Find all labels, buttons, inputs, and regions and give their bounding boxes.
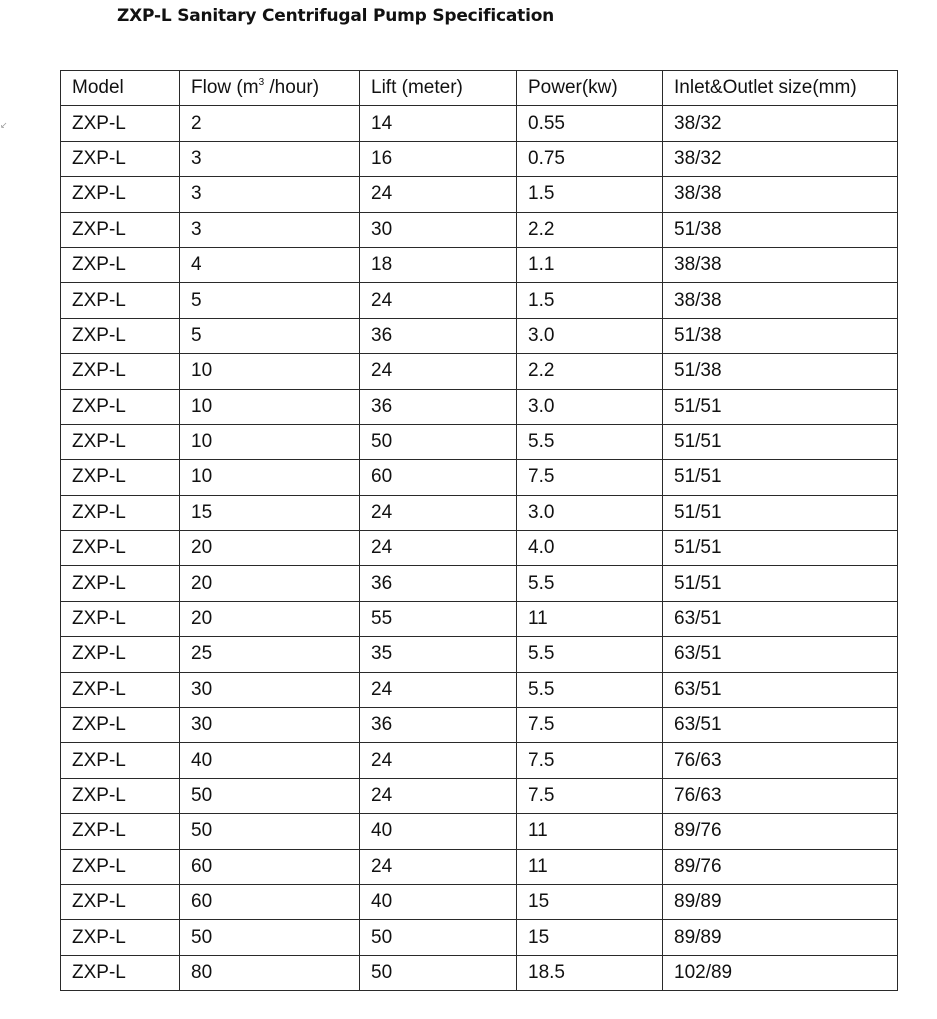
cell-flow: 30 bbox=[180, 708, 360, 743]
cell-size: 51/51 bbox=[663, 424, 898, 459]
cell-size: 102/89 bbox=[663, 955, 898, 990]
header-flow bbox=[180, 71, 360, 106]
cell-model: ZXP-L bbox=[61, 424, 180, 459]
cell-model: ZXP-L bbox=[61, 354, 180, 389]
cell-model: ZXP-L bbox=[61, 177, 180, 212]
cell-model: ZXP-L bbox=[61, 743, 180, 778]
header-flow-suffix: /hour) bbox=[264, 77, 320, 99]
cell-size: 51/38 bbox=[663, 318, 898, 353]
cell-power: 15 bbox=[517, 884, 663, 919]
cell-size: 63/51 bbox=[663, 708, 898, 743]
table-row bbox=[61, 601, 898, 636]
cell-power: 0.75 bbox=[517, 141, 663, 176]
cell-model: ZXP-L bbox=[61, 495, 180, 530]
cell-size: 89/76 bbox=[663, 849, 898, 884]
cell-power: 3.0 bbox=[517, 389, 663, 424]
table-row bbox=[61, 106, 898, 141]
table-row bbox=[61, 141, 898, 176]
cell-flow: 5 bbox=[180, 318, 360, 353]
cell-lift: 35 bbox=[360, 637, 517, 672]
cell-size: 89/76 bbox=[663, 814, 898, 849]
header-power: Power(kw) bbox=[517, 71, 663, 106]
cell-power: 5.5 bbox=[517, 672, 663, 707]
header-lift: Lift (meter) bbox=[360, 71, 517, 106]
cell-lift: 36 bbox=[360, 389, 517, 424]
cell-flow: 2 bbox=[180, 106, 360, 141]
table-row bbox=[61, 920, 898, 955]
table-row bbox=[61, 177, 898, 212]
cell-flow: 50 bbox=[180, 778, 360, 813]
cell-flow: 30 bbox=[180, 672, 360, 707]
cell-size: 76/63 bbox=[663, 743, 898, 778]
cell-model: ZXP-L bbox=[61, 247, 180, 282]
cell-size: 63/51 bbox=[663, 637, 898, 672]
cell-flow: 10 bbox=[180, 460, 360, 495]
cell-power: 5.5 bbox=[517, 424, 663, 459]
cell-lift: 36 bbox=[360, 708, 517, 743]
cell-lift: 40 bbox=[360, 814, 517, 849]
cell-size: 38/32 bbox=[663, 141, 898, 176]
spec-table bbox=[60, 70, 898, 991]
table-row bbox=[61, 389, 898, 424]
cell-flow: 50 bbox=[180, 920, 360, 955]
cell-model: ZXP-L bbox=[61, 920, 180, 955]
cell-flow: 15 bbox=[180, 495, 360, 530]
cell-size: 38/38 bbox=[663, 177, 898, 212]
cell-lift: 30 bbox=[360, 212, 517, 247]
cell-power: 7.5 bbox=[517, 708, 663, 743]
table-row bbox=[61, 283, 898, 318]
cell-model: ZXP-L bbox=[61, 601, 180, 636]
cell-lift: 24 bbox=[360, 778, 517, 813]
cell-power: 2.2 bbox=[517, 212, 663, 247]
cell-flow: 10 bbox=[180, 354, 360, 389]
stray-arrow-mark: ↙ bbox=[0, 120, 8, 130]
cell-power: 3.0 bbox=[517, 495, 663, 530]
cell-model: ZXP-L bbox=[61, 460, 180, 495]
cell-model: ZXP-L bbox=[61, 778, 180, 813]
cell-lift: 60 bbox=[360, 460, 517, 495]
table-row bbox=[61, 708, 898, 743]
table-row bbox=[61, 495, 898, 530]
cell-size: 63/51 bbox=[663, 601, 898, 636]
table-row bbox=[61, 424, 898, 459]
cell-size: 51/38 bbox=[663, 354, 898, 389]
cell-size: 38/38 bbox=[663, 283, 898, 318]
cell-size: 76/63 bbox=[663, 778, 898, 813]
cell-model: ZXP-L bbox=[61, 708, 180, 743]
table-row bbox=[61, 672, 898, 707]
cell-size: 51/38 bbox=[663, 212, 898, 247]
cell-model: ZXP-L bbox=[61, 318, 180, 353]
cell-lift: 24 bbox=[360, 672, 517, 707]
cell-power: 3.0 bbox=[517, 318, 663, 353]
cell-power: 1.1 bbox=[517, 247, 663, 282]
cell-flow: 60 bbox=[180, 884, 360, 919]
cell-power: 4.0 bbox=[517, 531, 663, 566]
page-title: ZXP-L Sanitary Centrifugal Pump Specification bbox=[117, 6, 555, 26]
cell-power: 11 bbox=[517, 849, 663, 884]
cell-power: 15 bbox=[517, 920, 663, 955]
header-flow-superscript: 3 bbox=[258, 77, 265, 89]
cell-model: ZXP-L bbox=[61, 531, 180, 566]
cell-lift: 24 bbox=[360, 354, 517, 389]
cell-model: ZXP-L bbox=[61, 814, 180, 849]
cell-lift: 24 bbox=[360, 177, 517, 212]
table-row bbox=[61, 814, 898, 849]
cell-lift: 24 bbox=[360, 283, 517, 318]
cell-lift: 16 bbox=[360, 141, 517, 176]
cell-power: 11 bbox=[517, 601, 663, 636]
table-row bbox=[61, 212, 898, 247]
cell-power: 7.5 bbox=[517, 778, 663, 813]
cell-lift: 50 bbox=[360, 424, 517, 459]
cell-power: 5.5 bbox=[517, 566, 663, 601]
cell-power: 1.5 bbox=[517, 177, 663, 212]
cell-size: 51/51 bbox=[663, 531, 898, 566]
cell-flow: 20 bbox=[180, 601, 360, 636]
cell-power: 11 bbox=[517, 814, 663, 849]
table-row bbox=[61, 955, 898, 990]
cell-model: ZXP-L bbox=[61, 141, 180, 176]
table-row bbox=[61, 460, 898, 495]
cell-lift: 50 bbox=[360, 920, 517, 955]
cell-flow: 80 bbox=[180, 955, 360, 990]
cell-power: 0.55 bbox=[517, 106, 663, 141]
cell-flow: 10 bbox=[180, 424, 360, 459]
cell-power: 7.5 bbox=[517, 460, 663, 495]
header-size: Inlet&Outlet size(mm) bbox=[663, 71, 898, 106]
cell-flow: 10 bbox=[180, 389, 360, 424]
cell-model: ZXP-L bbox=[61, 566, 180, 601]
table-row bbox=[61, 743, 898, 778]
cell-size: 89/89 bbox=[663, 920, 898, 955]
cell-lift: 36 bbox=[360, 566, 517, 601]
cell-flow: 20 bbox=[180, 566, 360, 601]
cell-size: 38/32 bbox=[663, 106, 898, 141]
table-row bbox=[61, 531, 898, 566]
cell-flow: 4 bbox=[180, 247, 360, 282]
cell-lift: 24 bbox=[360, 531, 517, 566]
cell-model: ZXP-L bbox=[61, 955, 180, 990]
cell-lift: 14 bbox=[360, 106, 517, 141]
cell-model: ZXP-L bbox=[61, 106, 180, 141]
cell-lift: 24 bbox=[360, 495, 517, 530]
cell-lift: 50 bbox=[360, 955, 517, 990]
table-row bbox=[61, 637, 898, 672]
cell-power: 2.2 bbox=[517, 354, 663, 389]
cell-flow: 40 bbox=[180, 743, 360, 778]
table-row bbox=[61, 566, 898, 601]
cell-flow: 3 bbox=[180, 177, 360, 212]
spec-table-body bbox=[61, 106, 898, 991]
table-row bbox=[61, 849, 898, 884]
cell-power: 18.5 bbox=[517, 955, 663, 990]
cell-flow: 25 bbox=[180, 637, 360, 672]
cell-flow: 3 bbox=[180, 212, 360, 247]
cell-power: 1.5 bbox=[517, 283, 663, 318]
table-row bbox=[61, 884, 898, 919]
cell-lift: 24 bbox=[360, 743, 517, 778]
table-row bbox=[61, 318, 898, 353]
cell-flow: 50 bbox=[180, 814, 360, 849]
cell-size: 51/51 bbox=[663, 460, 898, 495]
cell-size: 89/89 bbox=[663, 884, 898, 919]
table-row bbox=[61, 778, 898, 813]
cell-lift: 55 bbox=[360, 601, 517, 636]
cell-size: 51/51 bbox=[663, 389, 898, 424]
cell-model: ZXP-L bbox=[61, 212, 180, 247]
cell-flow: 3 bbox=[180, 141, 360, 176]
cell-lift: 40 bbox=[360, 884, 517, 919]
cell-size: 63/51 bbox=[663, 672, 898, 707]
cell-model: ZXP-L bbox=[61, 389, 180, 424]
header-flow-prefix: Flow (m bbox=[191, 77, 259, 99]
cell-model: ZXP-L bbox=[61, 672, 180, 707]
cell-power: 5.5 bbox=[517, 637, 663, 672]
cell-flow: 60 bbox=[180, 849, 360, 884]
cell-lift: 36 bbox=[360, 318, 517, 353]
cell-model: ZXP-L bbox=[61, 849, 180, 884]
cell-size: 51/51 bbox=[663, 566, 898, 601]
cell-lift: 24 bbox=[360, 849, 517, 884]
cell-model: ZXP-L bbox=[61, 283, 180, 318]
table-row bbox=[61, 247, 898, 282]
cell-power: 7.5 bbox=[517, 743, 663, 778]
cell-lift: 18 bbox=[360, 247, 517, 282]
header-model: Model bbox=[61, 71, 180, 106]
table-row bbox=[61, 354, 898, 389]
cell-size: 38/38 bbox=[663, 247, 898, 282]
cell-size: 51/51 bbox=[663, 495, 898, 530]
cell-model: ZXP-L bbox=[61, 637, 180, 672]
table-header-row bbox=[61, 71, 898, 106]
cell-model: ZXP-L bbox=[61, 884, 180, 919]
cell-flow: 20 bbox=[180, 531, 360, 566]
cell-flow: 5 bbox=[180, 283, 360, 318]
